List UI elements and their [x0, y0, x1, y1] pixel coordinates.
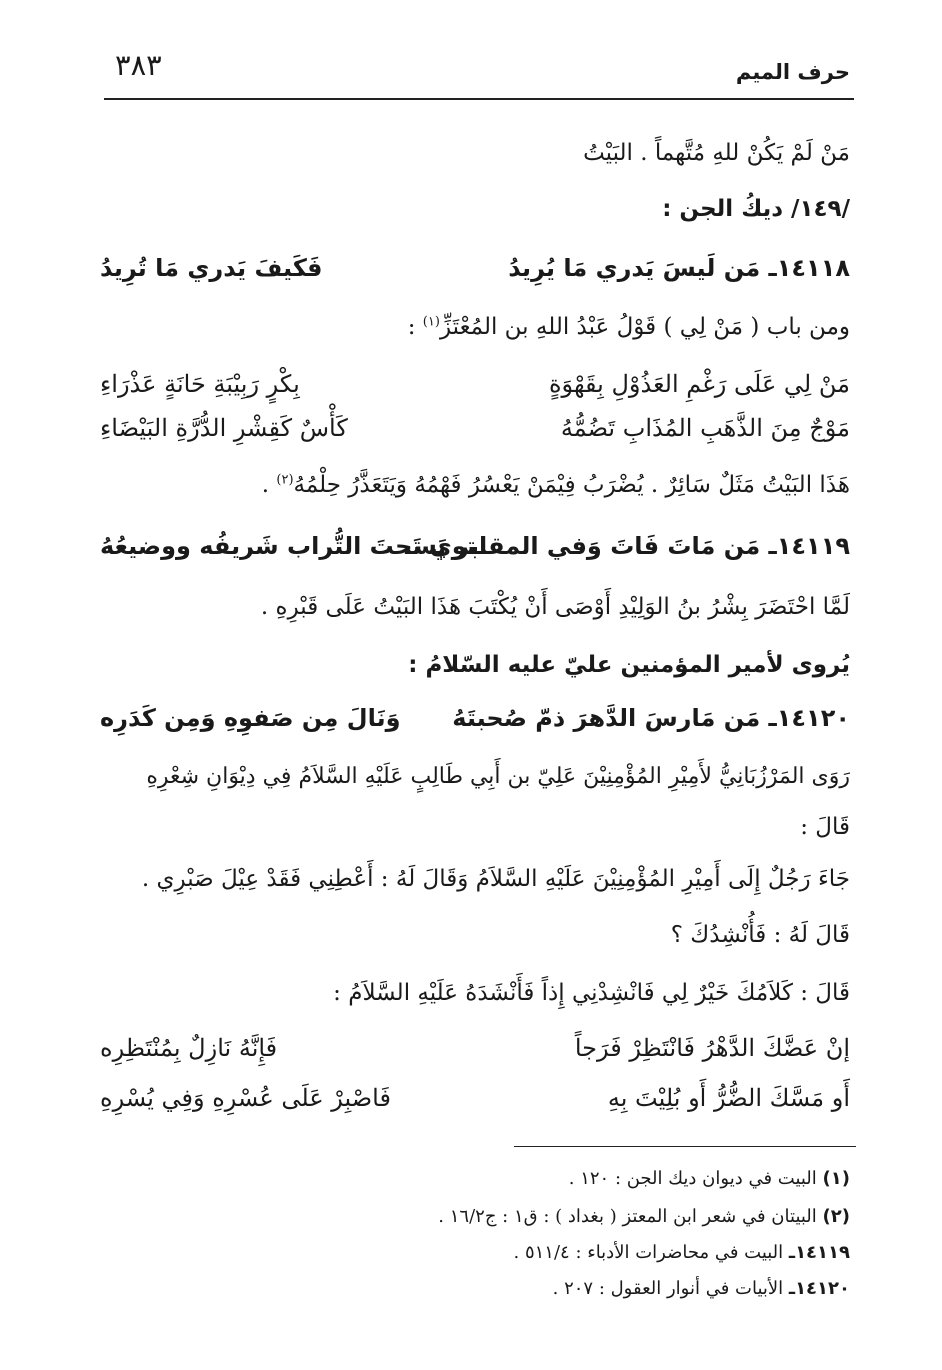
- verse-14118: [100, 254, 850, 290]
- verse-second-hemistich: فَكَيفَ يَدري مَا تُرِيدُ: [100, 254, 323, 282]
- section-heading: /١٤٩/ ديكُ الجن :: [662, 196, 850, 222]
- footnote-rule: [514, 1146, 856, 1147]
- verse-14119: [100, 532, 850, 568]
- marzubani-line: رَوَى المَرْزُبَانِيُّ لأَمِيْرِ المُؤْمِنِيْنَ عَلِيّ بن أَبِي طَالِبٍ عَلَيْهِ السَّلاَمُ فِي دِيْوَانِ شِعْرِهِ: [146, 764, 850, 789]
- footnote-label: (١): [822, 1168, 850, 1189]
- footnote: ١٤١١٩ـ البيت في محاضرات الأدباء : ٥١١/٤ .: [513, 1242, 850, 1263]
- verse-first-hemistich: مَنْ لِي عَلَى رَغْمِ العَذُوْلِ بِقَهْوَةٍ: [548, 370, 850, 398]
- story-line: قَالَ لَهُ : فَأُنْشِدُكَ ؟: [670, 922, 850, 948]
- verse-14120: [100, 704, 850, 740]
- couplet-line: [100, 1034, 850, 1070]
- verse-second-hemistich: فَإِنَّهُ نَازِلٌ بِمُنْتَظِرِه: [100, 1034, 278, 1062]
- proverb-note: هَذَا البَيْتُ مَثَلٌ سَائِرٌ . يُضْرَبُ فِيْمَنْ يَعْسُرُ فَهْمُهُ وَيَتَعَذَّرُ حِلْمُهُ$^{(٢)}$ .: [261, 472, 850, 498]
- footnote-label: ١٤١٢٠ـ: [788, 1278, 850, 1299]
- couplet-line: [100, 1084, 850, 1120]
- footnote: ١٤١٢٠ـ الأبيات في أنوار العقول : ٢٠٧ .: [552, 1278, 850, 1299]
- verse-first-hemistich: ١٤١١٩ـ مَن مَاتَ فَاتَ وَفي المقابر يَسـ: [405, 532, 850, 560]
- story-line: قَالَ : كَلاَمُكَ خَيْرٌ لِي فَانْشِدْنِي إِذاً فَأَنْشَدَهُ عَلَيْهِ السَّلاَمُ :: [333, 980, 850, 1006]
- verse-number: ١٤١٢٠ـ: [768, 704, 850, 732]
- verse-first-hemistich: أَو مَسَّكَ الضُّرُّ أَو بُلِيْتَ بِهِ: [607, 1084, 850, 1112]
- verse-number: ١٤١١٨ـ: [768, 254, 850, 282]
- couplet-line: [100, 414, 850, 450]
- intro-line: مَنْ لَمْ يَكُنْ للهِ مُتَّهماً . البَيْتُ: [583, 140, 850, 166]
- running-title: حرف الميم: [735, 60, 850, 84]
- header-rule: [104, 98, 854, 100]
- footnote-label: (٢): [822, 1206, 850, 1227]
- footnote: (٢) البيتان في شعر ابن المعتز ( بغداد ) : ق١ : ج١٦/٢ .: [438, 1206, 850, 1227]
- verse-second-hemistich: وَنَالَ مِن صَفوِهِ وَمِن كَدَرِه: [100, 704, 401, 732]
- marzubani-line-2: قَالَ :: [800, 814, 850, 840]
- footnote: (١) البيت في ديوان ديك الجن : ١٢٠ .: [568, 1168, 850, 1189]
- verse-number: ١٤١١٩ـ: [768, 532, 850, 560]
- ali-heading: يُروى لأمير المؤمنين عليّ عليه السّلامُ :: [408, 652, 850, 678]
- footnote-ref: (٢): [276, 472, 294, 488]
- page-number: ٣٨٣: [115, 48, 162, 82]
- story-line: جَاءَ رَجُلٌ إِلَى أَمِيْرِ المُؤْمِنِيْنَ عَلَيْهِ السَّلاَمُ وَقَالَ لَهُ : أَعْطِنِي فَقَدْ عِيْلَ صَبْرِي .: [141, 866, 850, 892]
- verse-second-hemistich: كَأْسٌ كَقِشْرِ الدُّرَّةِ البَيْضَاءِ: [100, 414, 348, 442]
- verse-first-hemistich: ١٤١١٨ـ مَن لَيسَ يَدري مَا يُرِيدُ: [508, 254, 850, 282]
- verse-first-hemistich: ١٤١٢٠ـ مَن مَارسَ الدَّهرَ ذمّ صُحبتَهُ: [452, 704, 850, 732]
- verse-second-hemistich: فَاصْبِرْ عَلَى عُسْرِهِ وَفِي يُسْرِهِ: [100, 1084, 391, 1112]
- verse-first-hemistich: إنْ عَضَّكَ الدَّهْرُ فَانْتَظِرْ فَرَجاً: [574, 1034, 850, 1062]
- ibn-mutazz-intro: ومن باب ( مَنْ لِي ) قَوْلُ عَبْدُ اللهِ بن المُعْتَزِّ$^{(١)}$ :: [407, 314, 850, 340]
- verse-second-hemistich: ـتوي تَحتَ التُّراب شَريفُه ووضيعُهُ: [100, 532, 485, 560]
- verse-first-hemistich: مَوْجٌ مِنَ الذَّهَبِ المُذَابِ تَضُمُّهُ: [560, 414, 850, 442]
- footnote-ref: (١): [422, 314, 440, 330]
- footnote-label: ١٤١١٩ـ: [788, 1242, 850, 1263]
- verse-second-hemistich: بِكْرٍ رَبِيْبَةِ حَانَةٍ عَذْرَاءِ: [100, 370, 300, 398]
- bishr-note: لَمَّا احْتَضَرَ بِشْرُ بنُ الوَلِيْدِ أَوْصَى أَنْ يُكْتَبَ هَذَا البَيْتُ عَلَى قَبْرِهِ .: [260, 594, 850, 620]
- couplet-line: [100, 370, 850, 406]
